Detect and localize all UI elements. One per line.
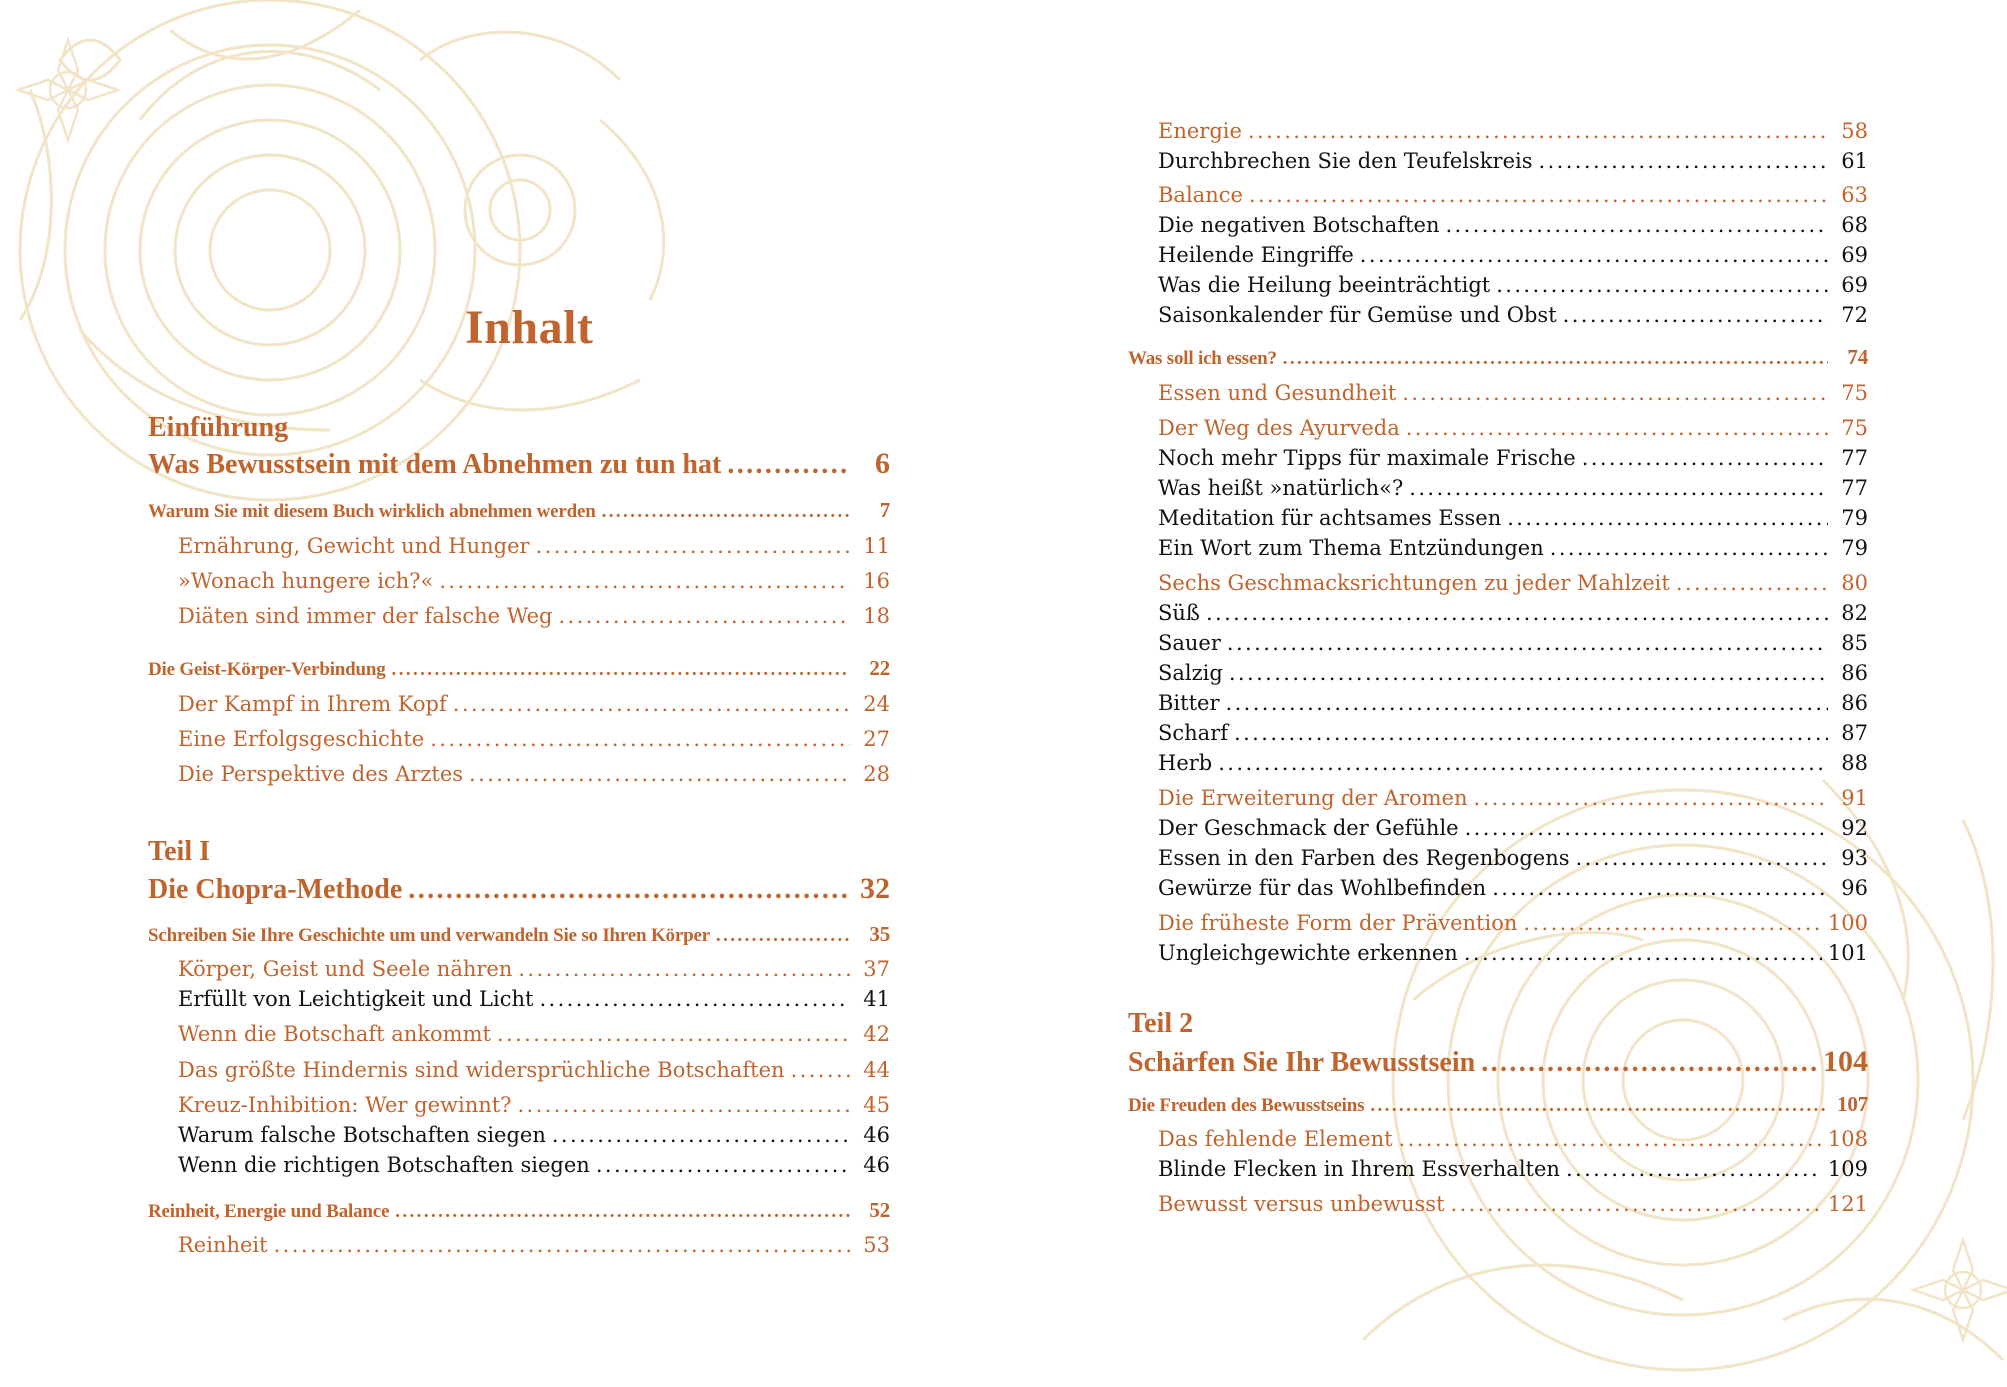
toc-entry-title: Das fehlende Element (1158, 1127, 1393, 1151)
toc-entry-page: 53 (863, 1233, 890, 1257)
dot-leader (1465, 816, 1828, 840)
dot-leader (1206, 601, 1828, 625)
dot-leader (1248, 119, 1828, 143)
toc-entry[interactable] (178, 727, 890, 751)
dot-leader (469, 762, 850, 786)
toc-entry-title: Was die Heilung beeinträchtigt (1158, 273, 1491, 297)
toc-entry-title: Heilende Eingriffe (1158, 243, 1354, 267)
toc-entry[interactable] (1158, 876, 1868, 900)
dot-leader (274, 1233, 850, 1257)
toc-entry-title: Der Kampf in Ihrem Kopf (178, 692, 447, 716)
toc-entry[interactable] (148, 498, 890, 523)
toc-entry-title: Die Freuden des Bewusstseins (1128, 1095, 1365, 1116)
toc-entry-page: 82 (1841, 601, 1868, 625)
toc-entry-page: 121 (1827, 1192, 1868, 1216)
toc-entry-title: Ein Wort zum Thema Entzündungen (1158, 536, 1544, 560)
toc-entry-title: Herb (1158, 751, 1213, 775)
toc-entry-page: 28 (863, 762, 890, 786)
toc-entry-page: 7 (879, 498, 890, 522)
toc-entry-page: 92 (1841, 816, 1868, 840)
toc-entry-page: 74 (1847, 345, 1868, 369)
dot-leader (1360, 243, 1828, 267)
dot-leader (408, 874, 850, 906)
toc-entry[interactable] (1128, 1092, 1868, 1117)
toc-entry[interactable] (1158, 661, 1868, 685)
toc-entry-page: 109 (1827, 1157, 1868, 1181)
toc-entry-title: Diäten sind immer der falsche Weg (178, 604, 553, 628)
toc-entry-page: 11 (863, 534, 890, 558)
dot-leader (517, 1093, 850, 1117)
dot-leader (453, 692, 850, 716)
toc-entry[interactable] (1158, 721, 1868, 745)
toc-entry-page: 108 (1827, 1127, 1868, 1151)
part-intro-label: Einführung (148, 412, 289, 443)
toc-entry-page: 96 (1841, 876, 1868, 900)
toc-entry-page: 107 (1837, 1092, 1868, 1116)
toc-entry-page: 24 (863, 692, 890, 716)
toc-entry-title: Eine Erfolgsgeschichte (178, 727, 425, 751)
dot-leader (430, 727, 850, 751)
toc-entry-title: Salzig (1158, 661, 1223, 685)
toc-entry-page: 46 (863, 1153, 890, 1177)
toc-entry-page: 32 (860, 872, 890, 905)
toc-entry-page: 75 (1841, 381, 1868, 405)
toc-entry-page: 61 (1841, 149, 1868, 173)
dot-leader (1576, 846, 1829, 870)
dot-leader (1474, 786, 1828, 810)
toc-entry-title: Blinde Flecken in Ihrem Essverhalten (1158, 1157, 1560, 1181)
toc-entry[interactable] (1158, 1157, 1868, 1181)
toc-entry-title: Noch mehr Tipps für maximale Frische (1158, 446, 1576, 470)
toc-entry-title: Schärfen Sie Ihr Bewusstsein (1128, 1047, 1476, 1078)
toc-entry-title: Die früheste Form der Prävention (1158, 911, 1518, 935)
dot-leader (727, 449, 850, 481)
toc-entry-page: 87 (1841, 721, 1868, 745)
toc-entry[interactable] (1158, 786, 1868, 810)
toc-entry[interactable] (1158, 691, 1868, 715)
dot-leader (1402, 381, 1828, 405)
dot-leader (1582, 446, 1828, 470)
dot-leader (1445, 213, 1828, 237)
toc-entry-title: Die Erweiterung der Aromen (1158, 786, 1468, 810)
dot-leader (1399, 1127, 1822, 1151)
toc-entry-page: 86 (1841, 661, 1868, 685)
toc-entry[interactable] (1158, 941, 1868, 965)
toc-entry[interactable] (1128, 345, 1868, 370)
dot-leader (1249, 183, 1828, 207)
toc-entry-page: 6 (875, 447, 890, 480)
dot-leader (1481, 1047, 1817, 1079)
toc-entry-title: Süß (1158, 601, 1200, 625)
toc-entry[interactable] (1158, 119, 1868, 143)
toc-entry-title: Gewürze für das Wohlbefinden (1158, 876, 1487, 900)
toc-entry-page: 69 (1841, 243, 1868, 267)
toc-right-column (1003, 0, 2007, 1387)
toc-entry-title: Warum Sie mit diesem Buch wirklich abnehmen werden (148, 501, 596, 522)
toc-entry-title: Erfüllt von Leichtigkeit und Licht (178, 987, 534, 1011)
left-page (0, 0, 1003, 1387)
toc-entry-title: Sechs Geschmacksrichtungen zu jeder Mahlzeit (1158, 571, 1670, 595)
toc-entry-title: Essen in den Farben des Regenbogens (1158, 846, 1570, 870)
toc-entry[interactable] (1158, 416, 1868, 440)
dot-leader (1229, 661, 1828, 685)
toc-entry[interactable] (178, 1058, 890, 1082)
dot-leader (392, 659, 850, 681)
toc-entry-page: 93 (1841, 846, 1868, 870)
toc-entry-title: Die Geist-Körper-Verbindung (148, 659, 386, 680)
toc-entry[interactable] (1158, 303, 1868, 327)
toc-entry[interactable] (1158, 1192, 1868, 1216)
dot-leader (791, 1058, 850, 1082)
toc-entry-title: Ungleichgewichte erkennen (1158, 941, 1458, 965)
toc-entry[interactable] (148, 447, 890, 481)
dot-leader (395, 1201, 850, 1223)
toc-entry-title: Wenn die richtigen Botschaften siegen (178, 1153, 590, 1177)
dot-leader (1283, 348, 1828, 370)
dot-leader (1566, 1157, 1822, 1181)
toc-entry[interactable] (1158, 183, 1868, 207)
dot-leader (1523, 911, 1822, 935)
toc-entry-page: 18 (863, 604, 890, 628)
toc-entry-page: 45 (863, 1093, 890, 1117)
toc-entry-title: Der Weg des Ayurveda (1158, 416, 1400, 440)
toc-entry-page: 85 (1841, 631, 1868, 655)
toc-entry-page: 75 (1841, 416, 1868, 440)
toc-entry-page: 104 (1823, 1045, 1868, 1078)
toc-entry[interactable] (178, 1233, 890, 1257)
dot-leader (497, 1022, 850, 1046)
toc-entry-title: Die Perspektive des Arztes (178, 762, 464, 786)
dot-leader (1539, 149, 1829, 173)
toc-entry-title: Was soll ich essen? (1128, 348, 1277, 369)
toc-entry[interactable] (148, 922, 890, 947)
dot-leader (1492, 876, 1828, 900)
right-page (1003, 0, 2007, 1387)
toc-entry-page: 77 (1841, 476, 1868, 500)
dot-leader (439, 569, 850, 593)
toc-entry-title: Ernährung, Gewicht und Hunger (178, 534, 530, 558)
toc-entry-page: 100 (1827, 911, 1868, 935)
toc-entry-page: 79 (1841, 536, 1868, 560)
toc-entry-title: Reinheit, Energie und Balance (148, 1201, 390, 1222)
toc-entry-title: Wenn die Botschaft ankommt (178, 1022, 491, 1046)
toc-entry-title: »Wonach hungere ich?« (178, 569, 434, 593)
toc-entry-title: Reinheit (178, 1233, 268, 1257)
toc-entry-page: 22 (869, 656, 890, 680)
toc-entry-title: Körper, Geist und Seele nähren (178, 957, 513, 981)
toc-entry[interactable] (148, 1198, 890, 1223)
toc-entry[interactable] (178, 957, 890, 981)
toc-entry-title: Kreuz-Inhibition: Wer gewinnt? (178, 1093, 512, 1117)
toc-entry[interactable] (1158, 911, 1868, 935)
toc-entry[interactable] (1158, 631, 1868, 655)
toc-entry[interactable] (178, 1022, 890, 1046)
dot-leader (1464, 941, 1822, 965)
toc-entry[interactable] (1158, 751, 1868, 775)
toc-entry[interactable] (1158, 149, 1868, 173)
toc-entry[interactable] (178, 762, 890, 786)
toc-entry[interactable] (178, 692, 890, 716)
dot-leader (558, 604, 850, 628)
toc-entry-page: 44 (863, 1058, 890, 1082)
dot-leader (1409, 476, 1828, 500)
toc-entry[interactable] (178, 569, 890, 593)
toc-left-column (0, 0, 1003, 1387)
toc-entry-title: Saisonkalender für Gemüse und Obst (1158, 303, 1557, 327)
toc-entry-page: 91 (1841, 786, 1868, 810)
toc-entry[interactable] (148, 872, 890, 906)
dot-leader (1507, 506, 1828, 530)
toc-entry-page: 46 (863, 1123, 890, 1147)
dot-leader (1218, 751, 1828, 775)
dot-leader (1370, 1095, 1828, 1117)
toc-entry-title: Scharf (1158, 721, 1229, 745)
dot-leader (1676, 571, 1828, 595)
dot-leader (518, 957, 850, 981)
dot-leader (1550, 536, 1828, 560)
dot-leader (1226, 691, 1829, 715)
toc-entry-page: 79 (1841, 506, 1868, 530)
toc-entry[interactable] (1128, 1045, 1868, 1079)
toc-entry-page: 52 (869, 1198, 890, 1222)
toc-entry-page: 41 (863, 987, 890, 1011)
toc-entry[interactable] (178, 987, 890, 1011)
dot-leader (596, 1153, 850, 1177)
toc-entry[interactable] (1158, 243, 1868, 267)
dot-leader (1451, 1192, 1822, 1216)
toc-entry-page: 72 (1841, 303, 1868, 327)
toc-entry-page: 35 (869, 922, 890, 946)
toc-entry[interactable] (1158, 476, 1868, 500)
toc-entry-page: 37 (863, 957, 890, 981)
toc-entry-page: 63 (1841, 183, 1868, 207)
toc-entry[interactable] (1158, 506, 1868, 530)
toc-entry[interactable] (1158, 381, 1868, 405)
part1-label: Teil I (148, 836, 210, 867)
toc-entry[interactable] (178, 1093, 890, 1117)
toc-entry-page: 58 (1841, 119, 1868, 143)
toc-entry-page: 42 (863, 1022, 890, 1046)
toc-entry-title: Warum falsche Botschaften siegen (178, 1123, 546, 1147)
toc-entry-page: 69 (1841, 273, 1868, 297)
toc-entry[interactable] (1158, 446, 1868, 470)
toc-title: Inhalt (465, 301, 594, 354)
dot-leader (1496, 273, 1828, 297)
toc-entry-page: 68 (1841, 213, 1868, 237)
toc-entry-page: 101 (1827, 941, 1868, 965)
toc-entry-title: Sauer (1158, 631, 1221, 655)
dot-leader (552, 1123, 850, 1147)
toc-entry-title: Die Chopra-Methode (148, 874, 403, 905)
toc-entry[interactable] (178, 1153, 890, 1177)
toc-entry-page: 16 (863, 569, 890, 593)
toc-entry[interactable] (148, 656, 890, 681)
toc-entry[interactable] (1158, 273, 1868, 297)
toc-entry[interactable] (1158, 1127, 1868, 1151)
toc-entry[interactable] (1158, 601, 1868, 625)
dot-leader (602, 501, 850, 523)
dot-leader (536, 534, 850, 558)
toc-entry-title: Was heißt »natürlich«? (1158, 476, 1404, 500)
dot-leader (539, 987, 850, 1011)
dot-leader (1406, 416, 1828, 440)
toc-entry[interactable] (1158, 846, 1868, 870)
toc-entry-page: 86 (1841, 691, 1868, 715)
toc-entry-title: Schreiben Sie Ihre Geschichte um und verwandeln Sie so Ihren Körper (148, 925, 710, 946)
toc-entry[interactable] (178, 1123, 890, 1147)
toc-entry-page: 77 (1841, 446, 1868, 470)
toc-entry-title: Der Geschmack der Gefühle (1158, 816, 1459, 840)
toc-entry-page: 27 (863, 727, 890, 751)
toc-entry-title: Energie (1158, 119, 1242, 143)
dot-leader (716, 925, 850, 947)
toc-entry-title: Was Bewusstsein mit dem Abnehmen zu tun hat (148, 449, 722, 480)
toc-entry[interactable] (1158, 571, 1868, 595)
toc-entry[interactable] (1158, 213, 1868, 237)
toc-entry-title: Essen und Gesundheit (1158, 381, 1397, 405)
toc-entry-title: Balance (1158, 183, 1243, 207)
toc-entry-page: 80 (1841, 571, 1868, 595)
toc-entry[interactable] (1158, 816, 1868, 840)
toc-entry-title: Die negativen Botschaften (1158, 213, 1440, 237)
toc-entry-title: Durchbrechen Sie den Teufelskreis (1158, 149, 1533, 173)
part2-label: Teil 2 (1128, 1008, 1194, 1039)
toc-entry-title: Das größte Hindernis sind widersprüchliche Botschaften (178, 1058, 785, 1082)
toc-entry[interactable] (1158, 536, 1868, 560)
toc-entry[interactable] (178, 534, 890, 558)
toc-entry[interactable] (178, 604, 890, 628)
dot-leader (1227, 631, 1828, 655)
toc-entry-title: Bitter (1158, 691, 1220, 715)
dot-leader (1234, 721, 1828, 745)
toc-entry-title: Meditation für achtsames Essen (1158, 506, 1502, 530)
toc-entry-page: 88 (1841, 751, 1868, 775)
dot-leader (1563, 303, 1828, 327)
toc-entry-title: Bewusst versus unbewusst (1158, 1192, 1445, 1216)
